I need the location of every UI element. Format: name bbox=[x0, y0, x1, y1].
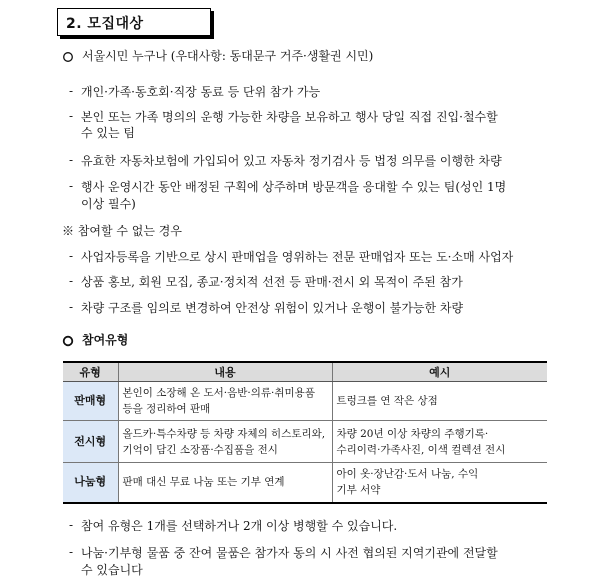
dash-bullet: - bbox=[69, 84, 74, 98]
eligibility-item: 행사 운영시간 동안 배정된 구획에 상주하며 방문객을 응대할 수 있는 팀(성인 1명 bbox=[81, 180, 507, 194]
note-item: 나눔·기부형 물품 중 잔여 물품은 참가자 동의 시 사전 협의된 지역기관에 전달할 bbox=[81, 546, 498, 560]
note-item-continued: 수 있습니다 bbox=[81, 563, 143, 577]
eligibility-item: 유효한 자동차보험에 가입되어 있고 자동차 정기검사 등 법정 의무를 이행한 차량 bbox=[81, 154, 502, 168]
example-cell bbox=[332, 382, 547, 421]
table-row bbox=[63, 463, 547, 503]
eligibility-item-continued: 이상 필수) bbox=[81, 197, 136, 211]
column-header-example: 예시 bbox=[332, 362, 547, 382]
exclusion-item: 사업자등록을 기반으로 상시 판매업을 영위하는 전문 판매업자 또는 도·소매 사업자 bbox=[81, 250, 514, 264]
circle-bullet-icon bbox=[62, 335, 74, 347]
eligibility-item: 개인·가족·동호회·직장 동료 등 단위 참가 가능 bbox=[81, 85, 321, 99]
dash-bullet: - bbox=[69, 274, 74, 288]
cell-line: 판매 대신 무료 나눔 또는 기부 연계 bbox=[122, 476, 285, 489]
type-cell: 판매형 bbox=[63, 382, 118, 421]
content-cell bbox=[118, 463, 332, 503]
example-cell bbox=[332, 463, 547, 503]
example-cell bbox=[332, 421, 547, 463]
column-header-type: 유형 bbox=[63, 362, 118, 382]
cell-line: 수리이력·가족사진, 이색 컬렉션 전시 bbox=[336, 443, 506, 456]
column-header-content: 내용 bbox=[118, 362, 332, 382]
section-heading: 2. 모집대상 bbox=[66, 16, 144, 32]
cell-line: 아이 옷·장난감·도서 나눔, 수익 bbox=[336, 468, 479, 481]
dash-bullet: - bbox=[69, 300, 74, 314]
type-cell: 전시형 bbox=[63, 421, 118, 463]
dash-bullet: - bbox=[69, 545, 74, 559]
type-cell: 나눔형 bbox=[63, 463, 118, 503]
section-heading-box bbox=[57, 8, 211, 36]
participation-table bbox=[63, 361, 547, 504]
cell-line: 기억이 담긴 소장품·수집품을 전시 bbox=[122, 443, 278, 456]
cell-line: 올드카·특수차량 등 차량 자체의 히스토리와, bbox=[122, 427, 326, 440]
dash-bullet: - bbox=[69, 518, 74, 532]
cell-line: 기부 서약 bbox=[336, 484, 381, 497]
dash-bullet: - bbox=[69, 109, 74, 123]
participation-heading: 참여유형 bbox=[82, 333, 129, 347]
dash-bullet: - bbox=[69, 153, 74, 167]
content-cell bbox=[118, 421, 332, 463]
circle-bullet-icon bbox=[62, 51, 74, 63]
cell-line: 차량 20년 이상 차량의 주행기록· bbox=[336, 427, 489, 440]
exclusion-item: 차량 구조를 임의로 변경하여 안전상 위험이 있거나 운행이 불가능한 차량 bbox=[81, 301, 464, 315]
table-header-row bbox=[63, 362, 547, 382]
exclusion-item: 상품 홍보, 회원 모집, 종교·정치적 선전 등 판매·전시 외 목적이 주된 참가 bbox=[81, 275, 463, 289]
cell-line: 등을 정리하여 판매 bbox=[122, 403, 211, 415]
dash-bullet: - bbox=[69, 249, 74, 263]
cell-line: 트렁크를 연 작은 상점 bbox=[336, 395, 438, 407]
dash-bullet: - bbox=[69, 179, 74, 193]
cell-line: 본인이 소장해 온 도서·음반·의류·취미용품 bbox=[122, 387, 315, 399]
eligibility-main: 서울시민 누구나 (우대사항: 동대문구 거주·생활권 시민) bbox=[82, 49, 374, 63]
exclusions-heading: ※ 참여할 수 없는 경우 bbox=[62, 224, 182, 238]
content-cell bbox=[118, 382, 332, 421]
table-row bbox=[63, 382, 547, 421]
note-item: 참여 유형은 1개를 선택하거나 2개 이상 병행할 수 있습니다. bbox=[81, 519, 398, 533]
table-row bbox=[63, 421, 547, 463]
eligibility-item-continued: 수 있는 팀 bbox=[81, 126, 135, 140]
eligibility-item: 본인 또는 가족 명의의 운행 가능한 차량을 보유하고 행사 당일 직접 진입·철수할 bbox=[81, 110, 498, 124]
